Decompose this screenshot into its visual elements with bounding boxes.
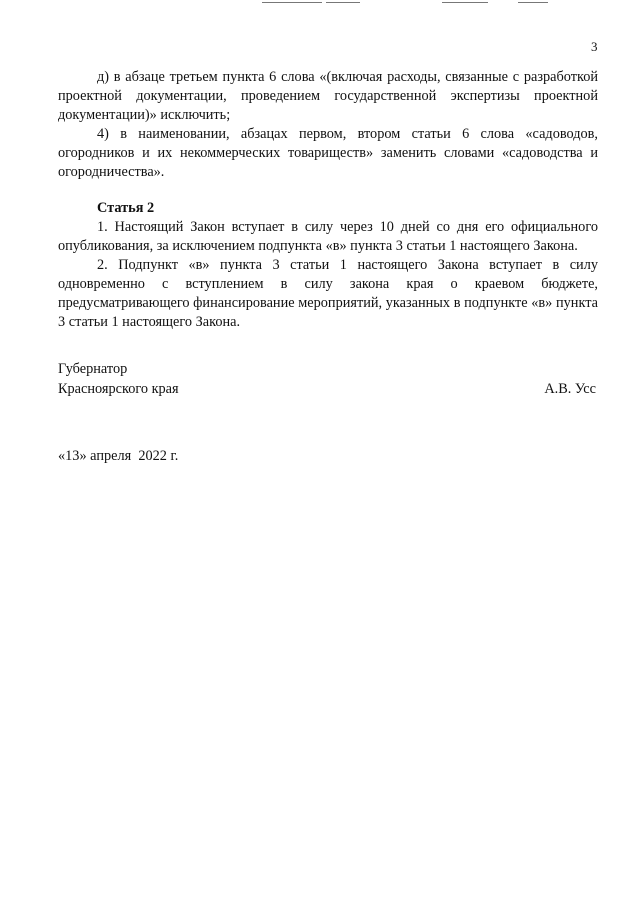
signatory-name: А.В. Усс [544, 381, 596, 397]
paragraph-amendment-4: 4) в наименовании, абзацах первом, втором статьи 6 слова «садоводов, огородников и их некоммерческих товариществ» заменить словами «садоводства и огородничества». [58, 126, 598, 180]
signing-date: «13» апреля 2022 г. [58, 448, 179, 464]
signatory-title-line1: Губернатор [58, 361, 128, 377]
document-body [58, 68, 598, 332]
signature-block [58, 359, 596, 399]
signatory-title-line2: Красноярского края [58, 381, 179, 397]
article-heading: Статья 2 [97, 200, 155, 216]
paragraph-amendment-d: д) в абзаце третьем пункта 6 слова «(включая расходы, связанные с разработкой проектной документации, проведением государственной экспертизы проектной документации)» исключить; [58, 69, 598, 123]
scan-mark-4 [518, 2, 548, 3]
scan-mark-3 [442, 2, 488, 3]
scan-mark-1 [262, 2, 322, 3]
scan-mark-2 [326, 2, 360, 3]
page-number: 3 [591, 39, 598, 54]
article-paragraph-1: 1. Настоящий Закон вступает в силу через 10 дней со дня его официального опубликования, за исключением подпункта «в» пункта 3 статьи 1 настоящего Закона. [58, 219, 598, 254]
article-paragraph-2: 2. Подпункт «в» пункта 3 статьи 1 настоящего Закона вступает в силу одновременно с вступлением в силу закона края о краевом бюджете, предусматривающего финансирование мероприятий, указанных в подпункте «в» пункта 3 статьи 1 настоящего Закона. [58, 257, 598, 330]
